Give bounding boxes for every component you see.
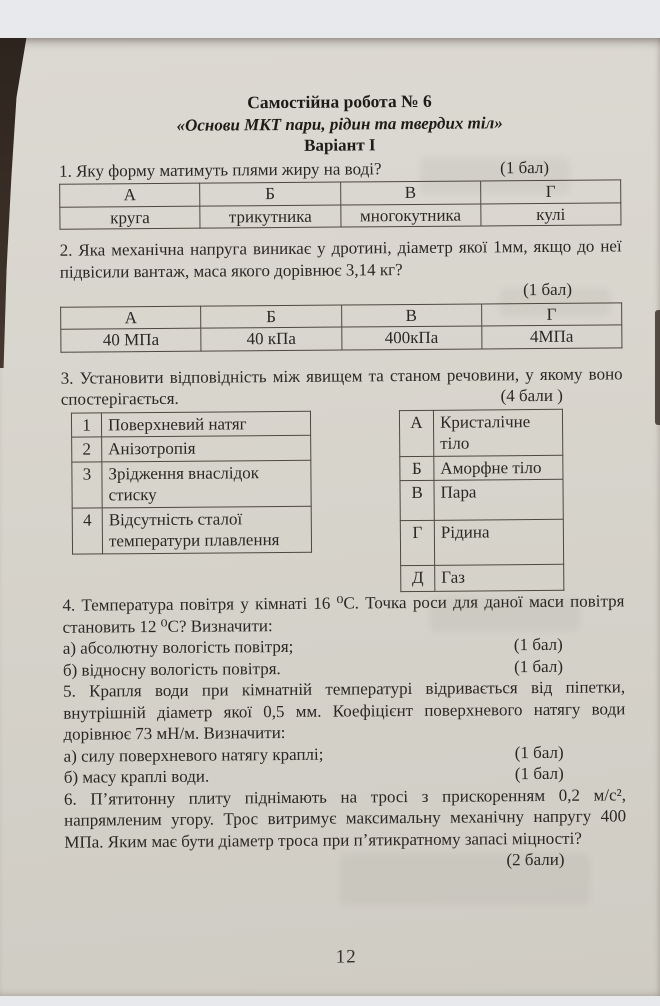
- option-letter: Б: [201, 305, 341, 329]
- question-5: [63, 676, 626, 788]
- option-letter: В: [341, 303, 481, 327]
- question-1-points: (1 бал): [500, 157, 550, 177]
- question-5b-label: б) масу краплі води.: [63, 766, 210, 787]
- question-5-text: 5. Крапля води при кімнатній температурі відривається від піпетки, внутрішній діаметр якої 0,5 мм. Коефіцієнт поверхневого натягу води дорівнює 73 мН/м. Визначити:: [63, 677, 626, 744]
- match-row-item: [400, 455, 563, 481]
- question-6-points: (2 бали): [506, 849, 565, 870]
- match-row-item: [71, 411, 310, 437]
- question-4b-label: б) відносну вологість повітря.: [62, 658, 281, 680]
- question-3-points: (4 бали ): [500, 385, 563, 406]
- question-6-text: 6. П’ятитонну плиту піднімають на тросі з прискоренням 0,2 м/с², напрямленим угору. Трос витримує максимальну механічну напругу 400 МПа. Яким має бути діаметр троса при п’ятикратному запасі міцності?: [63, 784, 627, 852]
- question-2-answer-table: [60, 302, 622, 352]
- option-value: трикутника: [200, 205, 340, 229]
- question-4a-label: а) абсолютну вологість повітря;: [62, 636, 294, 658]
- question-2: [60, 235, 623, 352]
- question-5a-label: а) силу поверхневого натягу краплі;: [63, 744, 324, 766]
- match-state: Газ: [435, 564, 564, 591]
- question-5b-points: (1 бал): [514, 763, 564, 784]
- table-value-row: [60, 202, 621, 229]
- match-phenomenon: Зрідження внаслідок стиску: [102, 460, 311, 508]
- question-3: [61, 363, 623, 410]
- match-letter: Д: [401, 565, 435, 591]
- match-row-item: [401, 564, 564, 591]
- option-value: кулі: [481, 202, 621, 226]
- match-row-item: [399, 409, 562, 456]
- match-letter: Г: [400, 520, 434, 565]
- match-letter: Б: [400, 456, 434, 481]
- page-number: 12: [335, 945, 357, 968]
- question-4: [62, 590, 625, 680]
- option-letter: Г: [480, 180, 620, 204]
- question-4a-points: (1 бал): [513, 634, 563, 655]
- paper-page: [0, 38, 660, 996]
- worksheet-subtitle: «Основи МКТ пари, рідин та твердих тіл»: [176, 112, 503, 135]
- match-row-item: [400, 479, 563, 520]
- match-row-item: [72, 435, 311, 461]
- question-1-text: 1. Яку форму матимуть плями жиру на воді?: [58, 158, 382, 181]
- table-value-row: [61, 325, 622, 352]
- match-phenomenon: Анізотропія: [102, 435, 311, 461]
- match-number: 1: [71, 412, 101, 437]
- question-2-points: (1 бал): [523, 279, 573, 300]
- question-3-match-tables: [61, 408, 624, 595]
- match-row-item: [72, 506, 311, 554]
- option-letter: А: [61, 306, 201, 330]
- question-3-text: 3. Установити відповідність між явищем та станом речовини, у якому воно спостерігається.: [60, 363, 623, 409]
- question-2-text: 2. Яка механічна напруга виникає у дротині, діаметр якої 1мм, якщо до неї підвісили вантаж, маса якого дорівнює 3,14 кг?: [59, 236, 622, 282]
- option-value: 400кПа: [341, 326, 481, 350]
- question-1-answer-table: [59, 179, 621, 229]
- page-content: [58, 35, 627, 969]
- match-left-table: [71, 410, 312, 554]
- option-value: 40 кПа: [201, 327, 341, 351]
- match-phenomenon: Поверхневий натяг: [101, 411, 310, 437]
- match-number: 4: [72, 507, 102, 553]
- match-state: Кристалічне тіло: [433, 409, 562, 456]
- match-number: 2: [72, 437, 102, 462]
- match-state: Пара: [434, 479, 563, 520]
- question-5a-points: (1 бал): [514, 742, 564, 762]
- match-row-item: [72, 460, 311, 508]
- option-value: многокутника: [340, 203, 480, 227]
- match-row-item: [400, 519, 563, 565]
- option-letter: А: [60, 183, 200, 207]
- option-value: 40 МПа: [61, 328, 201, 352]
- option-letter: В: [340, 181, 480, 205]
- page-edge-shadow-left: [0, 38, 30, 368]
- match-state: Рідина: [434, 519, 563, 565]
- option-letter: Г: [481, 302, 621, 326]
- worksheet-title: Самостійна робота № 6: [247, 90, 432, 113]
- page-edge-shadow-right: [655, 310, 660, 425]
- match-phenomenon: Відсутність сталої температури плавлення: [102, 506, 311, 554]
- variant-label: Варіант I: [304, 135, 376, 155]
- match-state: Аморфне тіло: [434, 455, 563, 481]
- question-6: [64, 784, 627, 874]
- match-letter: А: [399, 410, 433, 456]
- option-value: круга: [60, 206, 200, 230]
- option-value: 4МПа: [482, 325, 622, 349]
- option-letter: Б: [200, 182, 340, 206]
- match-letter: В: [400, 480, 434, 520]
- question-1: [59, 156, 621, 182]
- match-number: 3: [72, 461, 102, 507]
- match-right-table: [399, 408, 564, 592]
- question-4-text: 4. Температура повітря у кімнаті 16 ⁰С. Точка роси для даної маси повітря становить 12 ⁰С? Визначити:: [62, 591, 625, 637]
- question-4b-points: (1 бал): [513, 656, 564, 676]
